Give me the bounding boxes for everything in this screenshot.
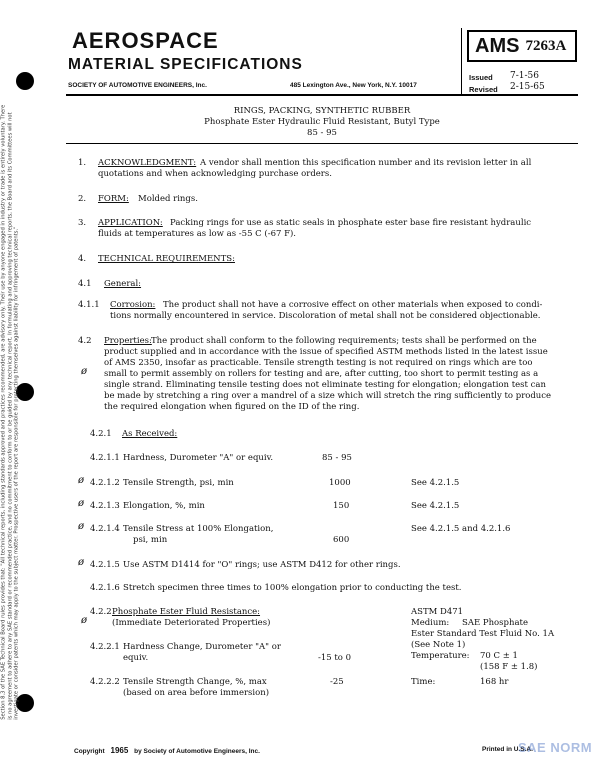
row-number: 4.2.1.2 [90, 478, 120, 488]
side-legal-note: Section 8.3 of the SAE Technical Board rules provides that: "All technical reports, including standards approved and practices recommended, are advisory only. Their use by anyone engaged in industry or trade is entirely voluntary. There is no agreement to adhere to any SAE standard or recommended practice, and no commitment to conform to or be guided by any technical report. In formulating and approving technical reports, the Board and its Committees will not investigate or consider patents which may apply to the subject matter. Prospective users of the report are responsible for protecting themselves against liability for infringement of patents." [0, 104, 20, 720]
temperature-label: Temperature: [411, 651, 470, 661]
temperature-value: 70 C ± 1 [480, 651, 518, 661]
row-text: Stretch specimen three times to 100% elongation prior to conducting the test. [123, 583, 462, 593]
row-label: Hardness Change, Durometer "A" or [123, 642, 281, 652]
section-number: 4. [78, 254, 87, 264]
ams-number-box [467, 30, 577, 62]
ams-number: 7263A [525, 37, 567, 54]
row-number: 4.2.1.5 [90, 560, 120, 570]
title-rule [66, 143, 578, 144]
section-number: 4.2.1 [90, 429, 112, 439]
row-label: Hardness, Durometer "A" or equiv. [123, 453, 274, 463]
section-heading-application: APPLICATION: [98, 218, 163, 228]
section-text: small to permit assembly on rollers for testing and are, after cutting, too short to permit testing as a [104, 369, 539, 379]
section-heading-technical-requirements: TECHNICAL REQUIREMENTS: [98, 254, 235, 264]
time-label: Time: [411, 677, 436, 687]
section-text: of AMS 2350, insofar as practicable. Tensile strength testing is not required on rings which are too [104, 358, 533, 368]
section-heading-properties: Properties: [104, 336, 152, 346]
row-value: -25 [330, 677, 344, 687]
row-label: Tensile Stress at 100% Elongation, [123, 524, 274, 534]
row-number: 4.2.2.1 [90, 642, 120, 652]
society-name: SOCIETY OF AUTOMOTIVE ENGINEERS, Inc. [68, 82, 207, 89]
society-address: 485 Lexington Ave., New York, N.Y. 10017 [290, 82, 417, 89]
section-heading-general: General: [104, 279, 142, 289]
section-text: Packing rings for use as static seals in phosphate ester base fire resistant hydraulic [170, 218, 532, 228]
section-text: product supplied and in accordance with the issue of specified ASTM methods listed in the latest issue [104, 347, 548, 357]
row-label-continued: equiv. [123, 653, 149, 663]
row-number: 4.2.1.4 [90, 524, 120, 534]
section-heading-corrosion: Corrosion: [110, 300, 156, 310]
section-heading-as-received: As Received: [122, 429, 178, 439]
spec-title: RINGS, PACKING, SYNTHETIC RUBBER [233, 106, 411, 116]
row-value: 85 - 95 [322, 453, 352, 463]
section-heading-acknowledgment: ACKNOWLEDGMENT: [98, 158, 197, 168]
row-label-continued: (based on area before immersion) [123, 688, 270, 698]
section-text: The product shall conform to the following requirements; tests shall be performed on the [151, 336, 537, 346]
revised-label: Revised [469, 85, 498, 94]
section-text: quotations and when acknowledging purchase orders. [98, 169, 332, 179]
copyright-holder: by Society of Automotive Engineers, Inc. [134, 748, 260, 755]
row-number: 4.2.2.2 [90, 677, 120, 687]
section-text: single strand. Eliminating tensile testing does not eliminate testing for elongation; elongation test can [104, 380, 546, 390]
issued-date: 7-1-56 [510, 71, 539, 81]
section-text: Molded rings. [138, 194, 198, 204]
section-number: 3. [78, 218, 87, 228]
medium-value: SAE Phosphate [462, 618, 528, 628]
row-value: 1000 [329, 478, 351, 488]
section-number: 4.1 [78, 279, 92, 289]
header-rule [66, 94, 578, 96]
spec-hardness-range: 85 - 95 [307, 128, 337, 138]
watermark-logo: SAE NORM [518, 740, 593, 755]
section-number: 4.1.1 [78, 300, 100, 310]
ams-label: AMS [475, 34, 520, 57]
row-label: Tensile Strength Change, %, max [123, 677, 267, 687]
header-title-material-specifications: MATERIAL SPECIFICATIONS [68, 56, 303, 73]
section-text: The product shall not have a corrosive effect on other materials when exposed to condi- [163, 300, 543, 310]
revision-mark-icon: ø [78, 475, 85, 486]
section-text: fluids at temperatures as low as -55 C (-67 F). [98, 229, 297, 239]
header-vertical-rule [461, 28, 462, 95]
row-label-continued: psi, min [133, 535, 168, 545]
section-text: the required elongation when figured on the ID of the ring. [104, 402, 360, 412]
section-text: tions normally encountered in service. Discoloration of metal shall not be considered objectionable. [110, 311, 541, 321]
astm-method: ASTM D471 [411, 607, 464, 617]
section-number: 4.2.2 [90, 607, 112, 617]
section-number: 2. [78, 194, 87, 204]
row-number: 4.2.1.6 [90, 583, 120, 593]
revision-mark-icon: ø [78, 521, 85, 532]
row-text: Use ASTM D1414 for "O" rings; use ASTM D412 for other rings. [123, 560, 401, 570]
spec-subtitle: Phosphate Ester Hydraulic Fluid Resistant, Butyl Type [204, 117, 440, 127]
section-heading-fluid-resistance: Phosphate Ester Fluid Resistance: [112, 607, 261, 617]
row-value: 150 [333, 501, 350, 511]
time-value: 168 hr [480, 677, 509, 687]
issued-label: Issued [469, 73, 493, 82]
medium-value-continued: Ester Standard Test Fluid No. 1A [411, 629, 555, 639]
row-ref: See 4.2.1.5 [411, 478, 460, 488]
row-value: -15 to 0 [318, 653, 352, 663]
section-heading-form: FORM: [98, 194, 129, 204]
row-value: 600 [333, 535, 350, 545]
revision-mark-icon: ø [81, 366, 88, 377]
temperature-value-f: (158 F ± 1.8) [480, 662, 538, 672]
medium-note: (See Note 1) [411, 640, 466, 650]
header-title-aerospace: AEROSPACE [72, 28, 219, 53]
row-number: 4.2.1.3 [90, 501, 120, 511]
row-ref: See 4.2.1.5 [411, 501, 460, 511]
printed-in: Printed in U.S.A. [482, 746, 533, 753]
section-text: A vendor shall mention this specification number and its revision letter in all [200, 158, 532, 168]
copyright-label: Copyright [74, 748, 105, 755]
row-ref: See 4.2.1.5 and 4.2.1.6 [411, 524, 511, 534]
punch-hole [16, 72, 34, 90]
row-label: Tensile Strength, psi, min [123, 478, 234, 488]
footer-copyright [74, 746, 260, 755]
section-text: be made by stretching a ring over a mandrel of a size which will stretch the ring sufficiently to produce [104, 391, 552, 401]
section-subheading: (Immediate Deteriorated Properties) [112, 618, 271, 628]
medium-label: Medium: [411, 618, 450, 628]
copyright-year: 1965 [110, 746, 129, 755]
revision-mark-icon: ø [78, 498, 85, 509]
revised-date: 2-15-65 [510, 82, 545, 92]
section-number: 4.2 [78, 336, 92, 346]
row-label: Elongation, %, min [123, 501, 205, 511]
revision-mark-icon: ø [78, 557, 85, 568]
row-number: 4.2.1.1 [90, 453, 120, 463]
revision-mark-icon: ø [81, 615, 88, 626]
section-number: 1. [78, 158, 87, 168]
